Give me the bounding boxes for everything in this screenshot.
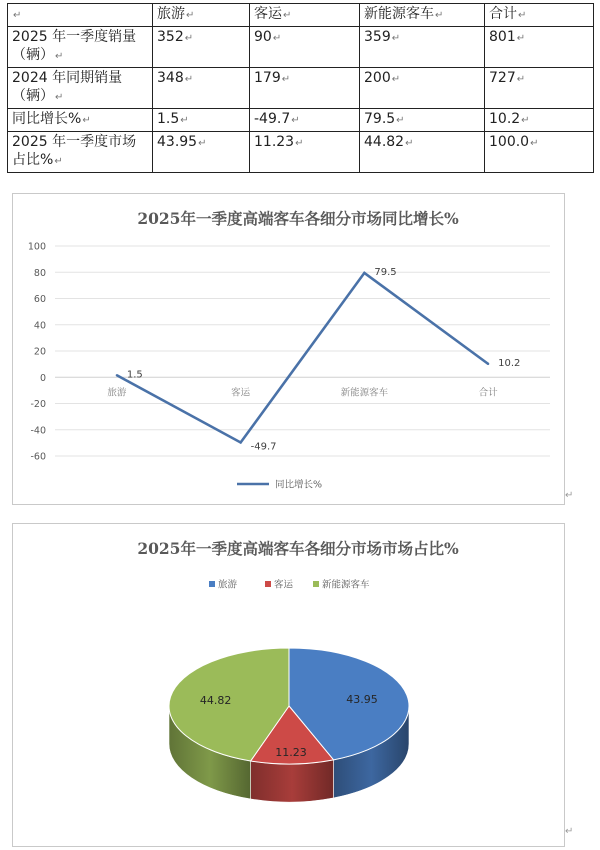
table-header-cell-text: 合计 xyxy=(489,6,517,22)
return-mark: ↵ xyxy=(391,74,401,85)
y-tick-label: 0 xyxy=(39,372,46,384)
y-tick-label: -60 xyxy=(30,451,46,463)
legend-label: 旅游 xyxy=(218,579,238,591)
table-cell xyxy=(250,132,360,173)
table-cell xyxy=(485,27,594,68)
return-mark: ↵ xyxy=(405,138,414,149)
legend-label: 客运 xyxy=(274,579,294,591)
table-header-cell xyxy=(485,4,594,27)
y-tick-label: 100 xyxy=(27,241,46,253)
return-mark: ↵ xyxy=(55,92,64,103)
table-cell xyxy=(485,68,594,109)
table-row-label-text: 2024 年同期销量（辆） xyxy=(12,70,123,104)
table-cell-text: 90 xyxy=(254,29,272,45)
table-row-label xyxy=(8,132,153,173)
chart-title: 2025年一季度高端客车各细分市场同比增长% xyxy=(137,209,459,228)
table-header-cell-text: 客运 xyxy=(254,6,282,22)
x-category-label: 新能源客车 xyxy=(340,387,389,399)
table-row-label xyxy=(8,27,153,68)
data-label: 79.5 xyxy=(374,266,397,278)
return-mark: ↵ xyxy=(13,10,22,21)
return-mark: ↵ xyxy=(295,138,304,149)
pie-slice-side xyxy=(251,760,334,802)
pie-data-label: 43.95 xyxy=(346,693,378,707)
return-mark: ↵ xyxy=(186,10,195,21)
legend-label: 同比增长% xyxy=(275,479,323,491)
legend-swatch xyxy=(313,581,319,587)
table-cell-text: 43.95 xyxy=(157,134,198,150)
table-cell-text: 179 xyxy=(254,70,281,86)
table-header-row xyxy=(8,4,594,27)
return-mark: ↵ xyxy=(283,10,292,21)
data-label: -49.7 xyxy=(250,441,277,453)
legend-label: 新能源客车 xyxy=(322,579,370,591)
table-row xyxy=(8,27,594,68)
data-label: 1.5 xyxy=(126,369,143,381)
y-tick-label: 20 xyxy=(33,346,46,358)
table-cell xyxy=(485,132,594,173)
table-cell-text: 348 xyxy=(157,70,184,86)
y-tick-label: -20 xyxy=(30,399,46,410)
return-mark: ↵ xyxy=(184,74,194,85)
data-point xyxy=(363,272,365,274)
return-mark: ↵ xyxy=(396,115,405,126)
return-mark: ↵ xyxy=(521,115,530,126)
return-mark: ↵ xyxy=(391,33,401,44)
table-cell xyxy=(485,109,594,132)
growth-line-chart xyxy=(12,193,565,505)
pie-data-label: 44.82 xyxy=(199,694,232,708)
table-cell-text: 801 xyxy=(489,29,516,45)
table-cell-text: 10.2 xyxy=(489,111,521,127)
x-category-label: 客运 xyxy=(231,387,251,399)
table-cell xyxy=(360,68,485,109)
return-mark: ↵ xyxy=(184,33,194,44)
data-label: 10.2 xyxy=(498,357,521,369)
table-cell-text: -49.7 xyxy=(254,111,291,127)
table-cell-text: 44.82 xyxy=(364,134,405,150)
return-mark: ↵ xyxy=(291,115,300,126)
return-mark: ↵ xyxy=(198,138,207,149)
data-point xyxy=(239,441,241,443)
data-point xyxy=(487,363,489,365)
x-category-label: 合计 xyxy=(478,387,498,399)
market-share-pie-chart xyxy=(12,523,565,847)
table-cell xyxy=(153,68,250,109)
chart-title: 2025年一季度高端客车各细分市场市场占比% xyxy=(137,539,459,558)
pie-data-label: 11.23 xyxy=(275,745,307,759)
table-row xyxy=(8,68,594,109)
table-row xyxy=(8,132,594,173)
return-mark: ↵ xyxy=(565,826,574,837)
data-point xyxy=(116,374,118,376)
table-cell-text: 727 xyxy=(489,70,516,86)
table-cell xyxy=(250,109,360,132)
return-mark: ↵ xyxy=(565,490,574,501)
table-cell xyxy=(360,132,485,173)
table-row-label-text: 2025 年一季度市场占比% xyxy=(12,134,137,168)
table-row-label-text: 同比增长% xyxy=(12,111,82,127)
table-cell-text: 79.5 xyxy=(364,111,396,127)
return-mark: ↵ xyxy=(54,156,63,167)
table-row xyxy=(8,109,594,132)
return-mark: ↵ xyxy=(435,10,444,21)
market-share-pie-chart-svg xyxy=(13,524,564,846)
table-header-cell-text: 新能源客车 xyxy=(364,6,434,22)
table-cell-text: 11.23 xyxy=(254,134,295,150)
table-cell xyxy=(153,27,250,68)
return-mark: ↵ xyxy=(272,33,282,44)
table-cell-text: 100.0 xyxy=(489,134,530,150)
table-cell xyxy=(360,27,485,68)
return-mark: ↵ xyxy=(516,74,526,85)
table-cell xyxy=(250,27,360,68)
table-header-cell xyxy=(153,4,250,27)
x-category-label: 旅游 xyxy=(107,387,127,399)
return-mark: ↵ xyxy=(82,115,91,126)
growth-line-chart-svg xyxy=(13,194,564,504)
y-tick-label: 80 xyxy=(33,267,46,279)
table-cell xyxy=(153,132,250,173)
table-cell xyxy=(360,109,485,132)
return-mark: ↵ xyxy=(180,115,189,126)
table-row-label xyxy=(8,109,153,132)
table-cell-text: 1.5 xyxy=(157,111,180,127)
return-mark: ↵ xyxy=(55,51,64,62)
return-mark: ↵ xyxy=(518,10,527,21)
y-tick-label: 40 xyxy=(33,320,46,332)
table-row-label-text: 2025 年一季度销量（辆） xyxy=(12,29,137,63)
y-tick-label: 60 xyxy=(33,294,46,305)
table-cell-text: 359 xyxy=(364,29,391,45)
table-header-cell xyxy=(250,4,360,27)
table-cell xyxy=(250,68,360,109)
return-mark: ↵ xyxy=(530,138,539,149)
sales-table xyxy=(7,3,594,173)
y-tick-label: -40 xyxy=(30,425,46,437)
table-cell-text: 200 xyxy=(364,70,391,86)
table-header-cell xyxy=(360,4,485,27)
legend-swatch xyxy=(265,581,271,587)
table-cell xyxy=(153,109,250,132)
table-corner-cell xyxy=(8,4,153,27)
return-mark: ↵ xyxy=(516,33,526,44)
legend-swatch xyxy=(209,581,215,587)
table-row-label xyxy=(8,68,153,109)
return-mark: ↵ xyxy=(281,74,291,85)
table-cell-text: 352 xyxy=(157,29,184,45)
table-header-cell-text: 旅游 xyxy=(157,6,185,22)
